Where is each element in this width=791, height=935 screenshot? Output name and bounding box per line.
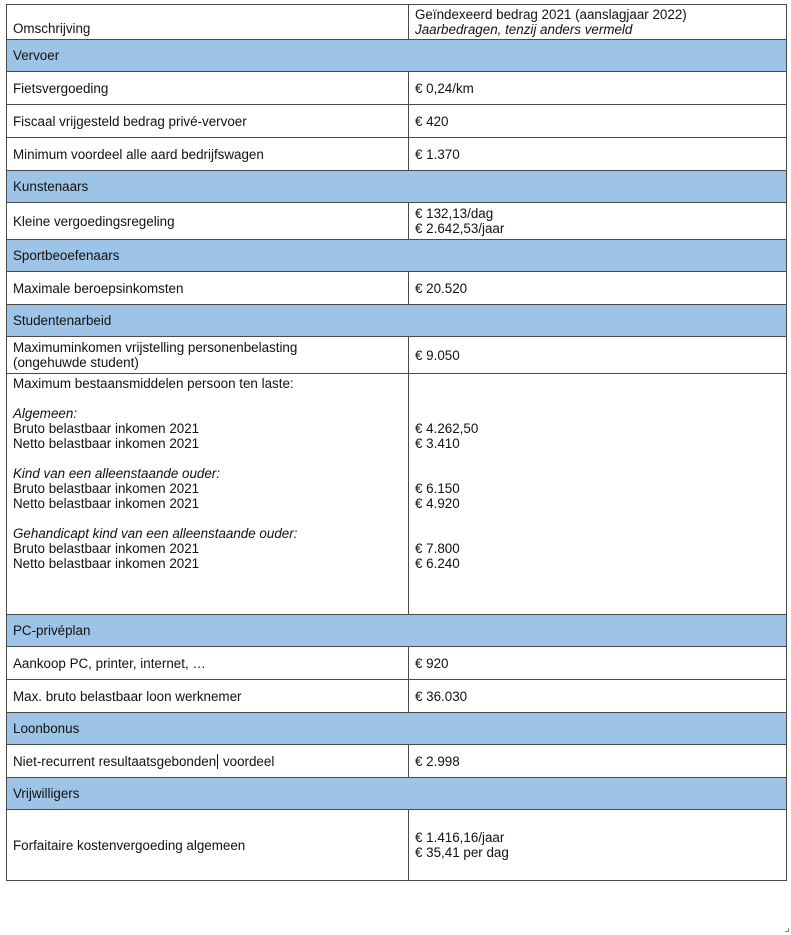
netto-value: € 6.240: [415, 556, 460, 571]
bruto-label: Bruto belastbaar inkomen 2021: [13, 421, 200, 436]
table-resize-handle[interactable]: [785, 928, 789, 932]
row-label: Fiscaal vrijgesteld bedrag privé-vervoer: [13, 113, 247, 129]
netto-value: € 4.920: [415, 496, 460, 511]
section-title: Vervoer: [13, 48, 60, 63]
row-label: Aankoop PC, printer, internet, …: [13, 655, 206, 671]
netto-label: Netto belastbaar inkomen 2021: [13, 556, 200, 571]
section-header-vervoer: [7, 40, 787, 72]
row-value: € 36.030: [415, 688, 468, 704]
table-row: [7, 745, 787, 778]
row-label: Maximale beroepsinkomsten: [13, 280, 184, 296]
group-heading: Algemeen:: [13, 406, 78, 421]
bruto-value: € 4.262,50: [415, 421, 479, 436]
bruto-label: Bruto belastbaar inkomen 2021: [13, 541, 200, 556]
netto-label: Netto belastbaar inkomen 2021: [13, 496, 200, 511]
section-title: Sportbeoefenaars: [13, 248, 120, 263]
row-label: Forfaitaire kostenvergoeding algemeen: [13, 837, 246, 853]
row-value-per-year: € 2.642,53/jaar: [415, 221, 505, 236]
section-header-studentenarbeid: [7, 305, 787, 337]
header-description-label: Omschrijving: [13, 21, 91, 36]
table-row-dependents: [7, 374, 787, 615]
row-value-per-year: € 1.416,16/jaar: [415, 830, 505, 845]
row-label: Max. bruto belastbaar loon werknemer: [13, 688, 242, 704]
header-amount-note: Jaarbedragen, tenzij anders vermeld: [415, 22, 633, 37]
netto-value: € 3.410: [415, 436, 460, 451]
row-label-note: (ongehuwde student): [13, 355, 139, 370]
row-value: € 9.050: [415, 347, 460, 363]
dependents-intro: Maximum bestaansmiddelen persoon ten laste:: [13, 376, 294, 391]
section-title: Loonbonus: [13, 721, 80, 736]
table-row: [7, 337, 787, 374]
group-heading: Gehandicapt kind van een alleenstaande ouder:: [13, 526, 298, 541]
row-value: € 20.520: [415, 280, 468, 296]
row-value-per-day: € 132,13/dag: [415, 206, 494, 221]
row-label-rest: voordeel: [219, 753, 275, 769]
header-description: [7, 5, 409, 40]
editable-cell[interactable]: [7, 745, 409, 778]
table-header-row: [7, 5, 787, 40]
table-row: [7, 810, 787, 881]
table-row: [7, 203, 787, 240]
table-row: [7, 138, 787, 171]
header-amount-title: Geïndexeerd bedrag 2021 (aanslagjaar 2022): [415, 7, 687, 22]
section-header-pc-priveplan: [7, 615, 787, 647]
bruto-value: € 6.150: [415, 481, 460, 496]
row-label: Niet-recurrent resultaatsgebonden: [13, 753, 217, 769]
section-header-sportbeoefenaars: [7, 240, 787, 272]
section-title: Kunstenaars: [13, 179, 89, 194]
table-row: [7, 680, 787, 713]
table-row: [7, 647, 787, 680]
group-heading: Kind van een alleenstaande ouder:: [13, 466, 220, 481]
section-title: PC-privéplan: [13, 623, 91, 638]
section-header-loonbonus: [7, 713, 787, 745]
row-value: € 920: [415, 655, 449, 671]
section-title: Vrijwilligers: [13, 786, 80, 801]
netto-label: Netto belastbaar inkomen 2021: [13, 436, 200, 451]
header-amount: [409, 5, 787, 40]
amounts-table: [6, 4, 787, 881]
section-header-kunstenaars: [7, 171, 787, 203]
section-title: Studentenarbeid: [13, 313, 112, 328]
row-label: Kleine vergoedingsregeling: [13, 213, 175, 229]
row-label: Minimum voordeel alle aard bedrijfswagen: [13, 146, 264, 162]
table-row: [7, 105, 787, 138]
section-header-vrijwilligers: [7, 778, 787, 810]
bruto-label: Bruto belastbaar inkomen 2021: [13, 481, 200, 496]
row-value: € 0,24/km: [415, 80, 474, 96]
row-value: € 420: [415, 113, 449, 129]
table-row: [7, 272, 787, 305]
table-row: [7, 72, 787, 105]
row-label: Maximuminkomen vrijstelling personenbelasting: [13, 340, 298, 355]
row-value-per-day: € 35,41 per dag: [415, 845, 509, 860]
row-value: € 2.998: [415, 753, 460, 769]
row-value: € 1.370: [415, 146, 460, 162]
bruto-value: € 7.800: [415, 541, 460, 556]
row-label: Fietsvergoeding: [13, 80, 109, 96]
